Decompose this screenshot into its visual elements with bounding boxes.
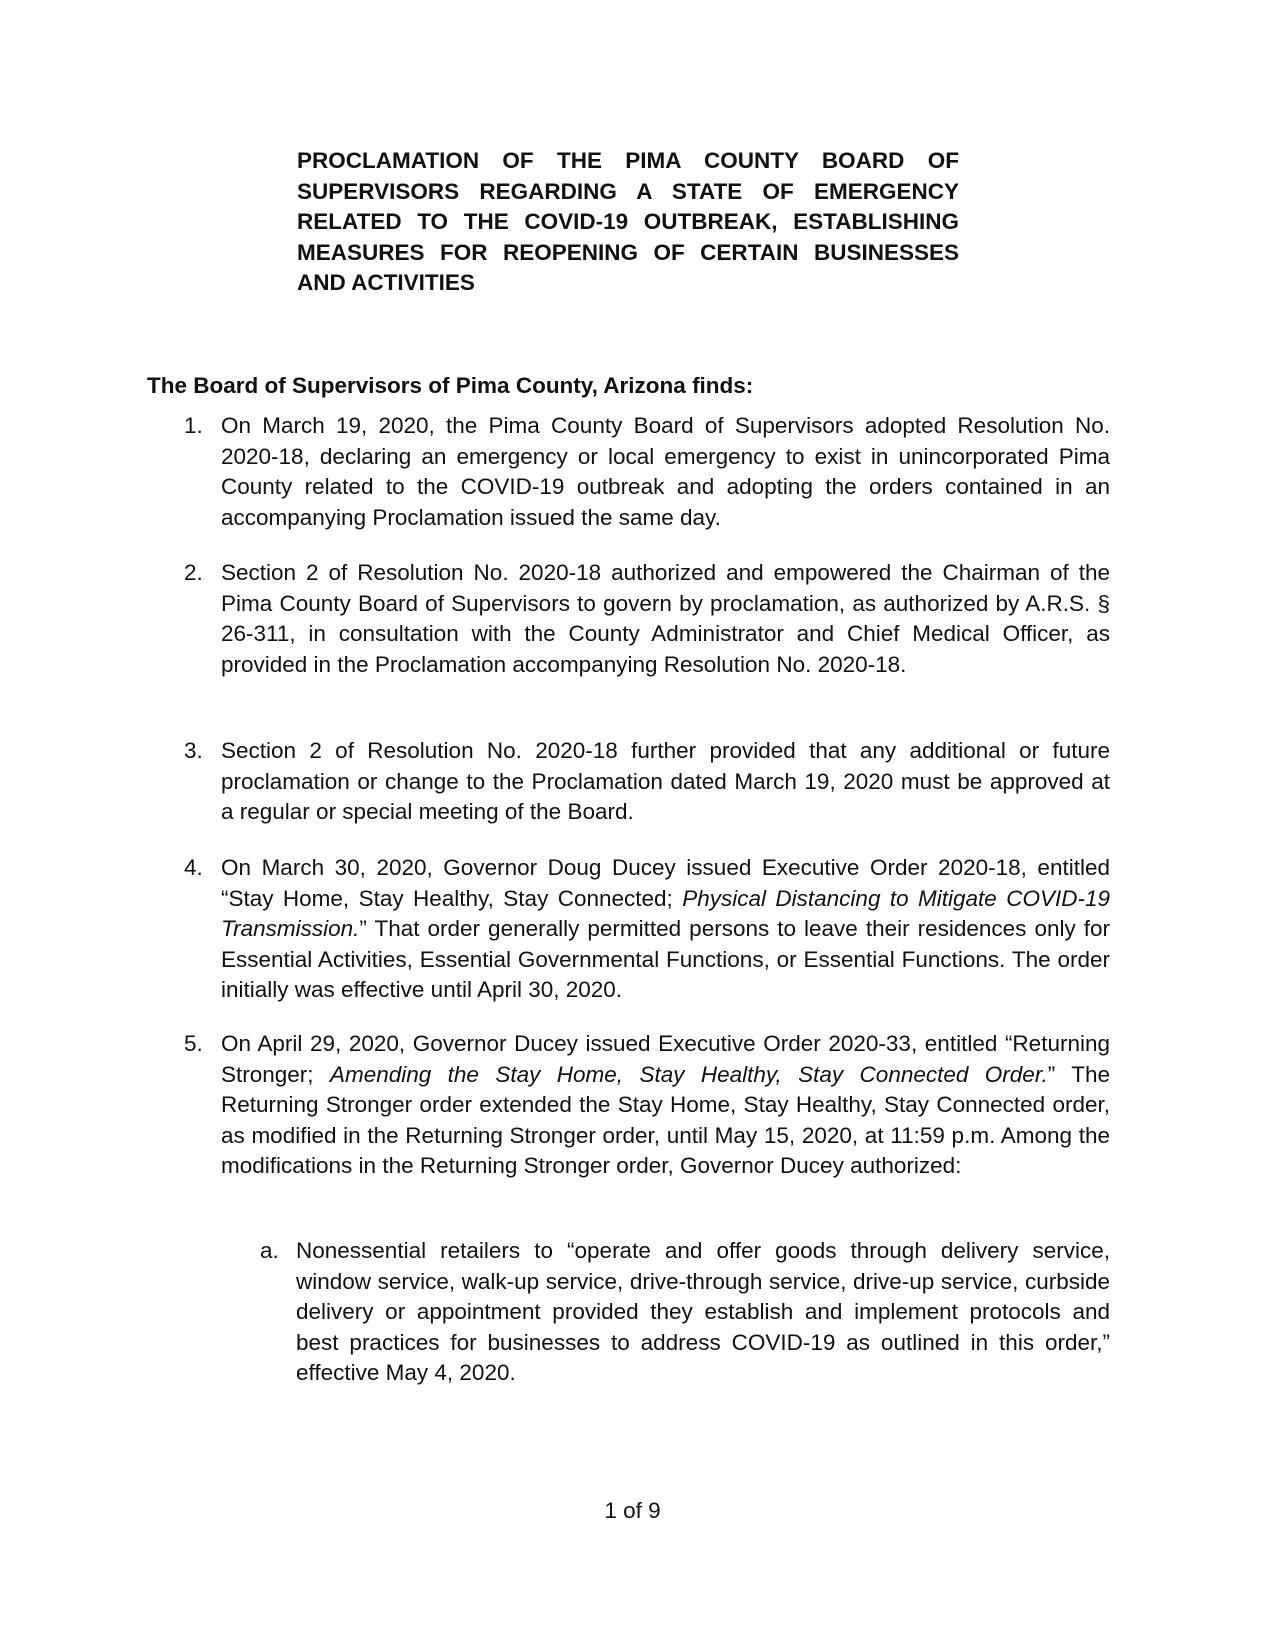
list-item-italic-title: Physical Distancing to Mitigate COVID-19 Transmission. bbox=[221, 885, 1110, 942]
list-item bbox=[184, 1029, 1110, 1182]
page-indicator: 1 of 9 bbox=[604, 1498, 661, 1523]
list-item-number: 5. bbox=[184, 1031, 203, 1056]
document-title: PROCLAMATION OF THE PIMA COUNTY BOARD OF SUPERVISORS REGARDING A STATE OF EMERGENCY RELATED TO THE COVID-19 OUTBREAK, ESTABLISHING MEASURES FOR REOPENING OF CERTAIN BUSINESSES AND ACTIVITIES bbox=[297, 148, 959, 295]
list-item-number: 1. bbox=[184, 413, 203, 438]
list-item-number: 2. bbox=[184, 560, 203, 585]
list-item bbox=[184, 411, 1110, 533]
findings-heading: The Board of Supervisors of Pima County, Arizona finds: bbox=[147, 373, 754, 398]
list-item-number: 4. bbox=[184, 855, 203, 880]
list-item-text-part: ” The Returning Stronger order extended the Stay Home, Stay Healthy, Stay Connected order, as modified in the Returning Stronger order, until May 15, 2020, at 11:59 p.m. Among the modifications in the Returning Stronger order, Governor Ducey authorized: bbox=[221, 1061, 1110, 1179]
list-item bbox=[184, 558, 1110, 680]
list-item-text: On March 19, 2020, the Pima County Board of Supervisors adopted Resolution No. 2020-18, declaring an emergency or local emergency to exist in unincorporated Pima County related to the COVID-19 outbreak and adopting the orders contained in an accompanying Proclamation issued the same day. bbox=[221, 413, 1110, 530]
list-item-text-part: On March 30, 2020, Governor Doug Ducey issued Executive Order 2020-18, entitled “Stay Home, Stay Healthy, Stay Connected; bbox=[221, 855, 1110, 911]
list-item-text: Section 2 of Resolution No. 2020-18 further provided that any additional or future proclamation or change to the Proclamation dated March 19, 2020 must be approved at a regular or special meeting of the Board. bbox=[221, 738, 1110, 825]
sub-list-item-text: Nonessential retailers to “operate and offer goods through delivery service, window service, walk-up service, drive-through service, drive-up service, curbside delivery or appointment provided they establish and implement protocols and best practices for businesses to address COVID-19 as outlined in this order,” effective May 4, 2020. bbox=[296, 1238, 1110, 1386]
sub-list-item bbox=[260, 1236, 1110, 1389]
list-item bbox=[184, 736, 1110, 828]
list-item-text-part: On April 29, 2020, Governor Ducey issued Executive Order 2020-33, entitled “Returning Stronger; bbox=[221, 1031, 1110, 1087]
sub-list-item-letter: a. bbox=[260, 1238, 279, 1263]
list-item-text: Section 2 of Resolution No. 2020-18 authorized and empowered the Chairman of the Pima County Board of Supervisors to govern by proclamation, as authorized by A.R.S. § 26-311, in consultation with the County Administrator and Chief Medical Officer, as provided in the Proclamation accompanying Resolution No. 2020-18. bbox=[221, 560, 1110, 677]
list-item bbox=[184, 853, 1110, 1006]
list-item-italic-title: Amending the Stay Home, Stay Healthy, Stay Connected Order. bbox=[329, 1061, 1048, 1087]
list-item-text-part: ” That order generally permitted persons to leave their residences only for Essential Activities, Essential Governmental Functions, or Essential Functions. The order initially was effective until April 30, 2020. bbox=[221, 916, 1110, 1003]
list-item-number: 3. bbox=[184, 738, 203, 763]
